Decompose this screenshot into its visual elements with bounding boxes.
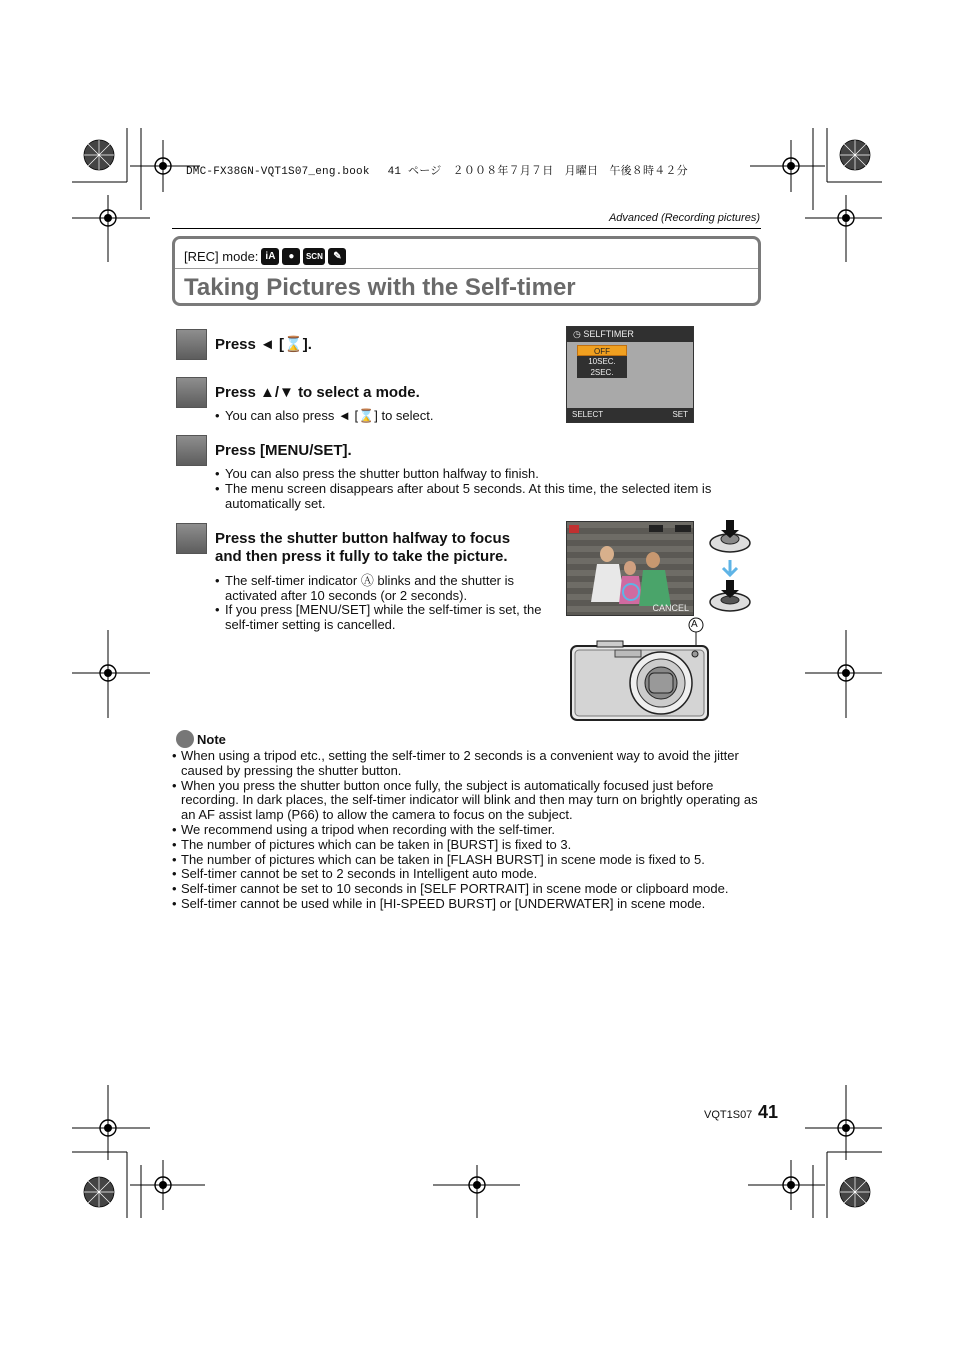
lcd-option-off: OFF: [577, 345, 627, 356]
rec-mode-label: [REC] mode:: [184, 249, 259, 264]
note-heading-label: Note: [197, 731, 226, 747]
callout-a-label: A: [691, 619, 698, 630]
step-3-bullet-2: • The menu screen disappears after about 5 seconds. At this time, the selected item is automatically set.: [215, 481, 712, 511]
photo-people-illustration: [567, 522, 694, 616]
note-item: • When you press the shutter button once fully, the subject is automatically focused just before recording. In dark places, the self-timer indicator will blink and then may turn on brightly operating as an AF assist lamp (P66) to allow the camera to focus on the subject.: [172, 779, 772, 823]
clipboard-mode-icon: ✎: [328, 248, 346, 265]
step-3-box: [176, 435, 207, 466]
page-number: 41: [758, 1102, 779, 1122]
intelligent-auto-icon: iA: [261, 248, 279, 265]
print-header: DMC-FX38GN-VQT1S07_eng.book 41 ページ ２００８年７月７日 月曜日 午後８時４２分: [186, 166, 688, 178]
note-item: • When using a tripod etc., setting the self-timer to 2 seconds is a convenient way to avoid the jitter caused by pressing the shutter button.: [172, 749, 772, 779]
step-4-box: [176, 523, 207, 554]
step-4-heading-line-2: and then press it fully to take the picture.: [215, 548, 508, 565]
note-heading: [176, 730, 226, 748]
note-item: • Self-timer cannot be used while in [HI-SPEED BURST] or [UNDERWATER] in scene mode.: [172, 897, 772, 912]
step-2-bullet-1: • You can also press ◄ [⌛] to select.: [215, 408, 434, 423]
shutter-press-illustration: [704, 518, 756, 618]
header-rule: [172, 228, 761, 229]
notes-list: [172, 749, 772, 912]
step-4-bullet-1: • The self-timer indicator Ⓐ blinks and the shutter is activated after 10 seconds (or 2 seconds).: [215, 573, 515, 603]
rec-mode: [184, 248, 346, 265]
step-3-heading: Press [MENU/SET].: [215, 442, 352, 459]
selftimer-menu-screen: [566, 326, 694, 423]
note-item: • We recommend using a tripod when recording with the self-timer.: [172, 823, 772, 838]
lcd-option-2sec: 2SEC.: [577, 367, 627, 378]
step-1-box: [176, 329, 207, 360]
lcd-bottom-bar: [567, 408, 693, 422]
step-1-heading: Press ◄ [⌛].: [215, 336, 312, 353]
scene-mode-icon: SCN: [303, 248, 325, 265]
running-head: Advanced (Recording pictures): [608, 212, 760, 224]
step-2-heading: Press ▲/▼ to select a mode.: [215, 384, 420, 401]
lcd-option-10sec: 10SEC.: [577, 356, 627, 367]
lcd-title: SELFTIMER: [583, 329, 634, 339]
step-4-bullet-2: • If you press [MENU/SET] while the self-timer is set, the self-timer setting is cancelled.: [215, 602, 542, 632]
lcd-title-bar: [567, 327, 693, 342]
step-2-box: [176, 377, 207, 408]
note-pencil-icon: [176, 730, 194, 748]
step-3-bullet-1: • You can also press the shutter button halfway to finish.: [215, 466, 539, 481]
note-item: • Self-timer cannot be set to 2 seconds in Intelligent auto mode.: [172, 867, 772, 882]
camera-mode-icon: ●: [282, 248, 300, 265]
note-item: • Self-timer cannot be set to 10 seconds in [SELF PORTRAIT] in scene mode or clipboard mode.: [172, 882, 772, 897]
camera-illustration: [569, 640, 710, 722]
page-title: Taking Pictures with the Self-timer: [184, 274, 576, 301]
step-4-heading: [215, 530, 510, 566]
step-4-heading-line-1: Press the shutter button halfway to focus: [215, 530, 511, 547]
title-separator: [175, 268, 758, 269]
selftimer-icon: ◷: [573, 329, 584, 339]
lcd-select-label: SELECT: [572, 410, 604, 419]
lcd-set-label: SET: [672, 410, 688, 419]
note-item: • The number of pictures which can be taken in [FLASH BURST] in scene mode is fixed to 5.: [172, 853, 772, 868]
selftimer-photo-preview: [566, 521, 694, 616]
title-box: [172, 236, 761, 306]
footer-code: VQT1S07: [704, 1109, 753, 1121]
note-item: • The number of pictures which can be taken in [BURST] is fixed to 3.: [172, 838, 772, 853]
photo-cancel-label: CANCEL: [652, 603, 689, 613]
